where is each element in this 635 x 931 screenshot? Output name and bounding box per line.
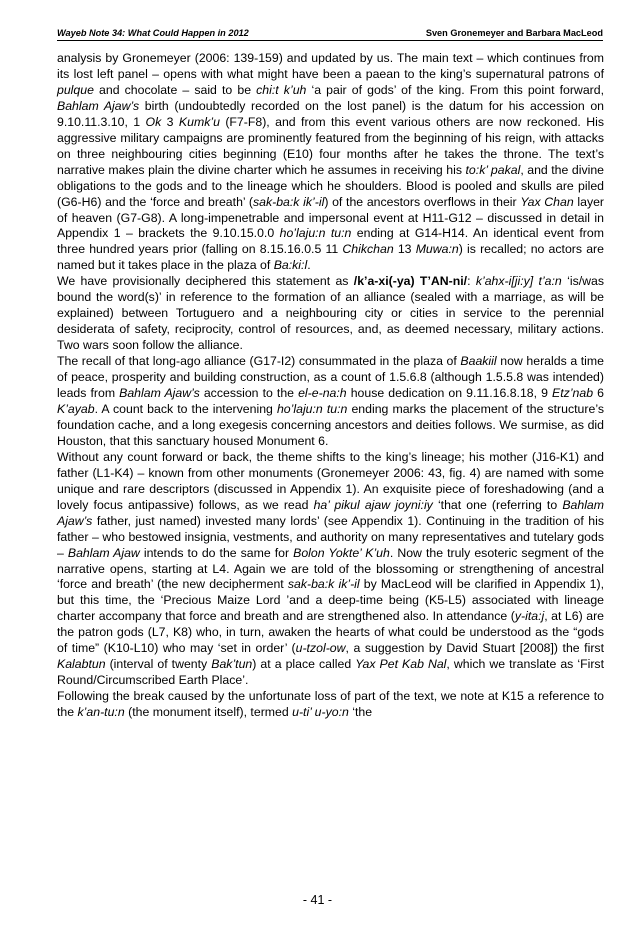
text-run: by MacLeod will be clarified in Appendix 1), but this time, the ‘Precious Maize Lord ’and a deep-time being (K5-L5) associated with lineage charter accompany that force and breath and are strengthened also. In attendance ( <box>57 577 605 624</box>
text-run: , and the divine obligations to the gods and to the lineage which he shoulders. Blood is pooled and skulls are piled (G6-H6) and the ‘force and breath’ ( <box>57 162 605 209</box>
text-run: (interval of twenty <box>105 657 212 672</box>
italic-term: K’ayab <box>57 401 95 416</box>
italic-term: ho’laju:n tu:n <box>276 401 348 416</box>
italic-term: Ok <box>145 114 162 129</box>
bold-transcription: /k’a-xi(-ya) T’AN-ni/ <box>353 274 468 289</box>
header-journal-title: Wayeb Note 34: What Could Happen in 2012 <box>57 28 249 38</box>
italic-term: k’ahx-i[ji:y] t’a:n <box>475 274 562 289</box>
italic-term: Bahlam Ajaw’s <box>57 98 140 113</box>
italic-term: Bak’tun <box>211 657 253 672</box>
text-run: ending at G14-H14. An identical event from three hundred years prior (falling on 8.15.16.0.5 11 <box>57 226 604 257</box>
italic-term: pulque <box>57 82 94 97</box>
text-run: (F7-F8), and from this event various others are now reckoned. His aggressive military campaigns are prominently featured from the beginning of his reign, with attacks on three neighbouring cities beginning (E10) four months after he takes the throne. The text’s narrative makes plain the divine charter which he assumes in receiving his <box>57 114 604 177</box>
text-run: . A count back to the intervening <box>94 401 277 416</box>
text-run: : <box>467 274 476 289</box>
italic-term: Kalabtun <box>57 657 106 672</box>
italic-term: y-ita:j <box>514 609 545 624</box>
text-run: ending marks the placement of the structure’s foundation cache, and a long exegesis concerning ancestors and deities follows. We surmise, as did Houston, that this sanctuary housed Monument 6. <box>57 401 604 448</box>
text-run: The recall of that long-ago alliance (G17-I2) consummated in the plaza of <box>57 354 461 369</box>
paragraph <box>57 450 604 689</box>
text-run: . Now the truly esoteric segment of the narrative opens, starting at L4. Again we are told of the blossoming or strengthening of ancestral ‘force and breath’ (the new decipherment <box>57 545 605 592</box>
text-run: (the monument itself), termed <box>124 705 293 720</box>
italic-term: Bahlam Ajaw’s <box>119 386 200 401</box>
italic-term: sak-ba:k ik’-il <box>287 577 360 592</box>
header-authors: Sven Gronemeyer and Barbara MacLeod <box>425 28 603 38</box>
text-run: intends to do the same for <box>139 545 294 560</box>
text-run: layer of heaven (G7-G8). A long-impenetrable and impersonal event at H11-G12 – discussed in detail in Appendix 1 – brackets the 9.10.15.0.0 <box>57 194 605 241</box>
header-rule <box>57 40 603 41</box>
text-run: ‘that one (referring to <box>432 497 563 512</box>
body-text <box>57 51 604 721</box>
text-run: , which we translate as ‘First Round/Circumscribed Earth Place’. <box>57 657 604 688</box>
text-run: accession to the <box>199 386 299 401</box>
text-run: 13 <box>393 242 416 257</box>
text-run: Without any count forward or back, the theme shifts to the king’s lineage; his mother (J16-K1) and father (L1-K4) – known from other monuments (Gronemeyer 2006: 43, fig. 4) are named with some unique and rare descriptors (discussed in Appendix 1). An exquisite piece of foreshadowing (and a lovely focus antipassive) follows, as we read <box>57 449 604 512</box>
italic-term: sak-ba:k ik’-il <box>252 194 325 209</box>
text-run: ‘a pair of gods’ of the king. From this point forward, <box>306 82 605 97</box>
italic-term: Bahlam Ajaw <box>67 545 140 560</box>
italic-term: Muwa:n <box>415 242 459 257</box>
text-run: house dedication on 9.11.16.8.18, 9 <box>346 386 553 401</box>
italic-term: Bolon Yokte’ K’uh <box>293 545 390 560</box>
paragraph <box>57 274 604 354</box>
text-run: 6 <box>593 386 604 401</box>
text-run: ) is recalled; no actors are named but it takes place in the plaza of <box>57 242 604 273</box>
text-run: ‘the <box>348 705 373 720</box>
running-header <box>57 24 603 38</box>
paragraph <box>57 689 604 721</box>
text-run: Following the break caused by the unfortunate loss of part of the text, we note at K15 a reference to the <box>57 689 604 720</box>
italic-term: u-tzol-ow <box>295 641 346 656</box>
italic-term: u-ti’ u-yo:n <box>292 705 349 720</box>
italic-term: Baakiil <box>460 354 497 369</box>
text-run: father, just named) invested many lords’ (see Appendix 1). Continuing in the tradition of his father – who bestowed insignia, vestments, and authority on many representatives and tutelary gods – <box>57 513 604 560</box>
italic-term: Chikchan <box>342 242 394 257</box>
text-run: ) at a place called <box>252 657 356 672</box>
italic-term: ho’laju:n tu:n <box>279 226 352 241</box>
italic-term: chi:t k’uh <box>256 82 307 97</box>
italic-term: Etz’nab <box>552 386 594 401</box>
text-run: and chocolate – said to be <box>93 82 257 97</box>
italic-term: Kumk’u <box>178 114 220 129</box>
text-run: We have provisionally deciphered this statement as <box>57 274 354 289</box>
text-run: , a suggestion by David Stuart [2008]) the first <box>345 641 604 656</box>
text-run: 3 <box>161 114 179 129</box>
italic-term: Yax Pet Kab Nal <box>355 657 447 672</box>
text-run: analysis by Gronemeyer (2006: 139-159) and updated by us. The main text – which continues from its lost left panel – opens with what might have been a paean to the king’s supernatural patrons of <box>57 51 604 81</box>
italic-term: k’an-tu:n <box>77 705 125 720</box>
italic-term: ha’ pikul ajaw joyni:iy <box>313 497 433 512</box>
page-number: - 41 - <box>302 893 333 907</box>
italic-term: Ba:ki:l <box>273 258 308 273</box>
italic-term: Yax Chan <box>520 194 574 209</box>
italic-term: Bahlam Ajaw’s <box>57 497 605 528</box>
italic-term: to:k’ pakal <box>465 162 521 177</box>
text-run: , at L6) are the patron gods (L7, K8) who, in turn, awaken the hearts of what could be understood as the “gods of time” (K10-L10) who may ‘set in order’ ( <box>57 609 604 656</box>
text-run: now heralds a time of peace, prosperity and building construction, as a count of 1.5.6.8 (although 1.5.5.8 was intended) leads from <box>57 354 604 401</box>
text-run: ) of the ancestors overflows in their <box>324 194 521 209</box>
paragraph <box>57 51 604 274</box>
paragraph <box>57 354 604 450</box>
text-run: ‘is/was bound the word(s)’ in reference to the formation of an alliance (sealed with a marriage, as will be explained) between Tortuguero and a neighbouring city or cities in service to the perennial desiderata of safety, reciprocity, control of resources, and, as deemed necessary, military actions. Two wars soon follow the alliance. <box>57 274 604 353</box>
text-run: birth (undoubtedly recorded on the lost panel) is the datum for his accession on 9.10.11.3.10, 1 <box>57 98 605 129</box>
italic-term: el-e-na:h <box>298 386 347 401</box>
text-run: . <box>307 258 311 273</box>
